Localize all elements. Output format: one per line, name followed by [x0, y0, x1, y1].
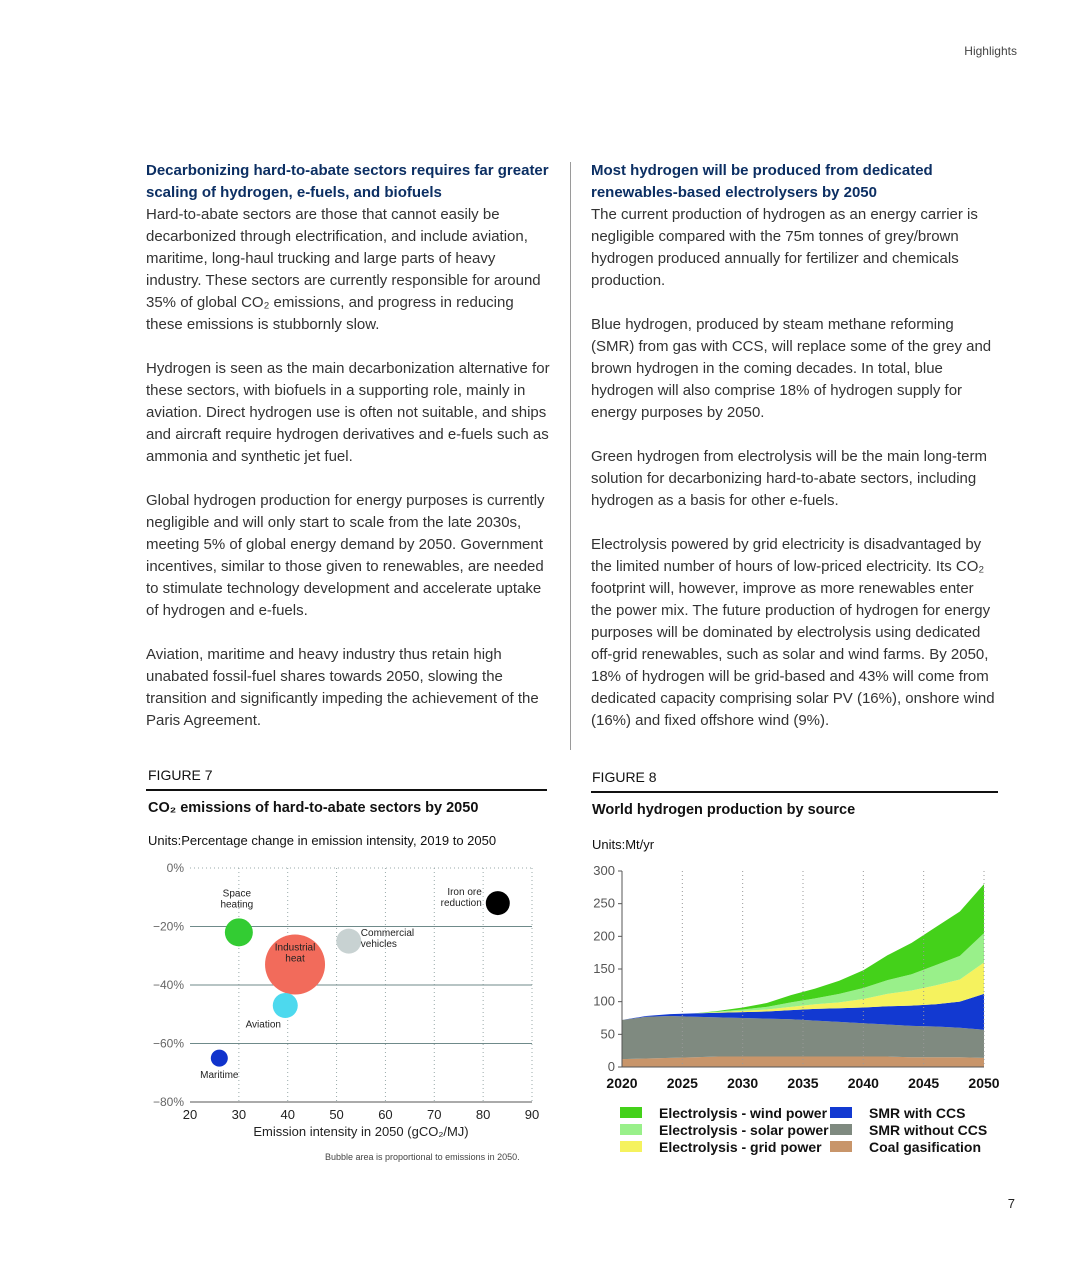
legend-label: Electrolysis - wind power	[659, 1104, 828, 1121]
x-tick-label: 40	[280, 1107, 295, 1122]
x-tick-label: 2025	[666, 1075, 698, 1091]
legend-item	[620, 1104, 830, 1121]
x-tick-label: 2030	[727, 1075, 759, 1091]
left-paragraph-4: Aviation, maritime and heavy industry thus retain high unabated fossil-fuel shares towards 2050, slowing the transition and significantly impeding the achievement of the Paris Agreement.	[146, 646, 539, 729]
legend-swatch	[830, 1107, 852, 1118]
y-tick-label: 50	[600, 1026, 615, 1042]
left-heading: Decarbonizing hard-to-abate sectors requires far greater scaling of hydrogen, e-fuels, and biofuels	[146, 162, 549, 201]
left-column	[146, 160, 550, 754]
legend-label: SMR with CCS	[869, 1104, 966, 1121]
figure8-title: World hydrogen production by source	[592, 802, 856, 818]
legend-item	[830, 1104, 1000, 1121]
legend-label: SMR without CCS	[869, 1121, 988, 1138]
right-paragraph-1: The current production of hydrogen as an energy carrier is negligible compared with the 75m tonnes of grey/brown hydrogen produced annually for fertilizer and chemicals production.	[591, 206, 978, 289]
y-tick-label: 300	[593, 863, 615, 878]
bubble-label: Iron ore reduction	[440, 887, 482, 910]
figure7-units: Units:Percentage change in emission intensity, 2019 to 2050	[148, 833, 497, 848]
bubble-maritime	[211, 1050, 228, 1067]
left-paragraph-3: Global hydrogen production for energy purposes is currently negligible and will only start to scale from the late 2030s, meeting 5% of global energy demand by 2050. Government incentives, similar to those given to renewables, are needed to stimulate technology development and accelerate uptake of hydrogen and e-fuels.	[146, 492, 545, 619]
x-tick-label: 2050	[968, 1075, 1000, 1091]
legend-item	[620, 1138, 830, 1155]
figure8-units: Units:Mt/yr	[592, 837, 655, 852]
x-tick-label: 70	[427, 1107, 442, 1122]
right-paragraph-3: Green hydrogen from electrolysis will be the main long-term solution for decarbonizing hard-to-abate sectors, including hydrogen as a basis for other e-fuels.	[591, 448, 987, 509]
figure7-note: Bubble area is proportional to emissions in 2050.	[325, 1152, 520, 1162]
y-tick-label: 0	[607, 1059, 615, 1074]
legend-swatch	[620, 1107, 642, 1118]
x-tick-label: 2020	[606, 1075, 638, 1091]
figure8-rule	[591, 791, 998, 793]
legend-swatch	[830, 1141, 852, 1152]
legend-label: Coal gasification	[869, 1138, 982, 1155]
legend-item	[830, 1138, 1000, 1155]
figure7-label: FIGURE 7	[148, 767, 213, 783]
legend-swatch	[830, 1124, 852, 1135]
column-divider	[570, 162, 571, 750]
legend-item	[620, 1121, 830, 1138]
bubble-space-heating	[225, 918, 253, 946]
bubble-label: Industrial heat	[274, 942, 316, 965]
area-coal-gasification	[622, 1057, 984, 1067]
legend-label: Electrolysis - solar power	[659, 1121, 829, 1138]
x-tick-label: 50	[329, 1107, 344, 1122]
x-tick-label: 2040	[847, 1075, 879, 1091]
y-tick-label: 200	[593, 928, 615, 944]
figure8-label: FIGURE 8	[592, 769, 657, 785]
y-tick-label: 250	[593, 895, 615, 911]
x-tick-label: 30	[231, 1107, 247, 1122]
figure8-area-chart	[580, 858, 1010, 1098]
bubble-iron-ore-reduction	[486, 891, 510, 915]
y-tick-label: −80%	[152, 1095, 184, 1109]
y-tick-label: 0%	[166, 861, 184, 875]
right-heading: Most hydrogen will be produced from dedicated renewables-based electrolysers by 2050	[591, 162, 933, 201]
figure7-title: CO₂ emissions of hard-to-abate sectors by 2050	[148, 800, 479, 816]
y-tick-label: 100	[593, 993, 615, 1009]
x-tick-label: 80	[475, 1107, 491, 1122]
legend-swatch	[620, 1124, 642, 1135]
x-tick-label: 2045	[908, 1075, 940, 1091]
left-paragraph-1: Hard-to-abate sectors are those that cannot easily be decarbonized through electrification, and include aviation, maritime, long-haul trucking and large parts of heavy industry. These sectors are currently responsible for around 35% of global CO₂ emissions, and progress in reducing these emissions is stubbornly slow.	[146, 206, 541, 333]
x-axis-title: Emission intensity in 2050 (gCO₂/MJ)	[253, 1124, 469, 1139]
figure8-legend	[620, 1104, 1000, 1155]
legend-swatch	[620, 1141, 642, 1152]
right-paragraph-2: Blue hydrogen, produced by steam methane reforming (SMR) from gas with CCS, will replace some of the grey and brown hydrogen in the coming decades. In total, blue hydrogen will also comprise 18% of hydrogen supply for energy purposes by 2050.	[591, 316, 992, 421]
x-tick-label: 2035	[787, 1075, 819, 1091]
x-tick-label: 60	[378, 1107, 393, 1122]
bubble-aviation	[273, 993, 298, 1018]
figure7-bubble-chart	[140, 852, 560, 1152]
right-paragraph-4: Electrolysis powered by grid electricity is disadvantaged by the limited number of hours of low-priced electricity. Its CO₂ footprint will, however, improve as more renewables enter the power mix. The future production of hydrogen for energy purposes will be dominated by electrolysis using dedicated off-grid renewables, such as solar and wind farms. By 2050, 18% of hydrogen will be grid-based and 43% will come from dedicated capacity comprising solar PV (16%), onshore wind (16%) and fixed offshore wind (9%).	[591, 536, 995, 729]
legend-label: Electrolysis - grid power	[659, 1138, 822, 1155]
bubble-commercial-vehicles	[336, 929, 361, 954]
y-tick-label: 150	[593, 961, 615, 976]
bubble-label: Space heating	[220, 888, 254, 911]
section-header: Highlights	[964, 44, 1017, 58]
y-tick-label: −40%	[152, 978, 184, 992]
page-number: 7	[1007, 1196, 1015, 1211]
bubble-label: Commercial vehicles	[360, 928, 415, 951]
left-paragraph-2: Hydrogen is seen as the main decarbonization alternative for these sectors, with biofuels in a supporting role, mainly in aviation. Direct hydrogen use is often not suitable, and ships and aircraft require hydrogen derivatives and e-fuels such as ammonia and synthetic jet fuel.	[146, 360, 550, 465]
right-column	[591, 160, 995, 754]
y-tick-label: −20%	[152, 919, 184, 934]
figure7-rule	[146, 789, 547, 791]
legend-item	[830, 1121, 1000, 1138]
y-tick-label: −60%	[152, 1036, 184, 1051]
x-tick-label: 20	[182, 1107, 198, 1122]
bubble-label: Aviation	[245, 1019, 281, 1031]
x-tick-label: 90	[524, 1107, 540, 1122]
bubble-label: Maritime	[200, 1070, 239, 1082]
